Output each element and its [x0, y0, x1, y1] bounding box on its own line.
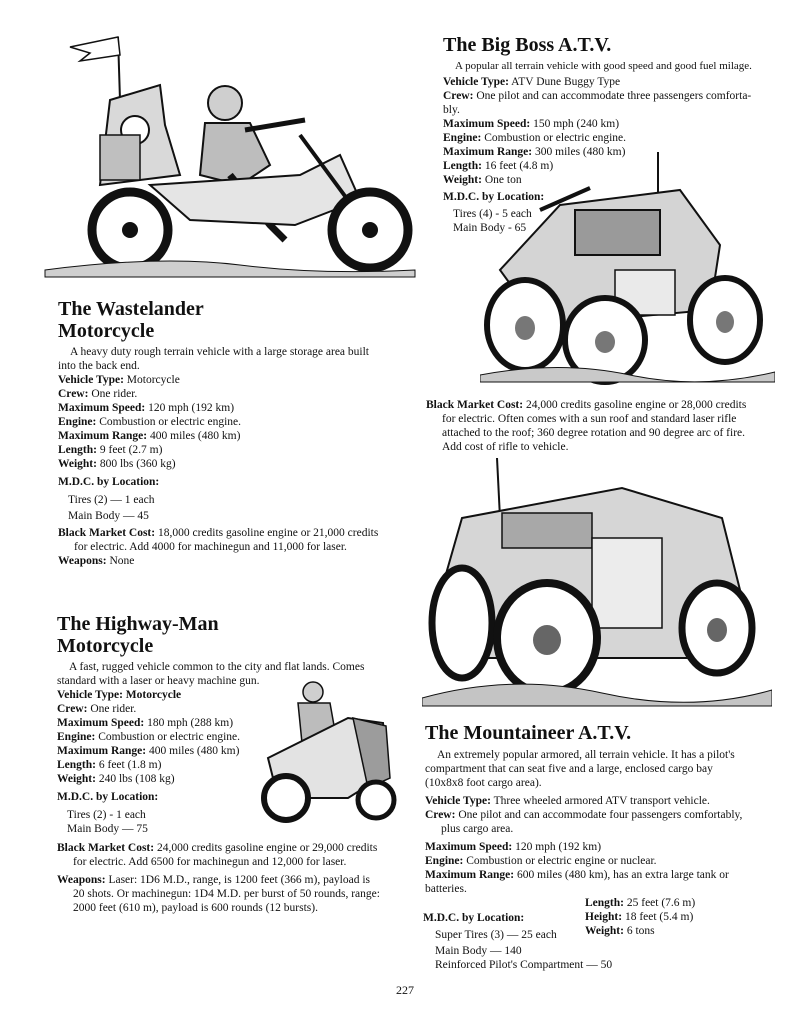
weight-label: Weight: — [57, 773, 96, 785]
length-label: Length: — [58, 444, 97, 456]
black-market-line3: attached to the roof; 360 degree rotation and 90 degree arc of fire. — [442, 427, 746, 439]
engine-value: Combustion or electric engine. — [484, 132, 627, 144]
length-value: 6 feet (1.8 m) — [98, 759, 162, 771]
black-market-line1: 18,000 credits gasoline engine or 21,000 credits — [157, 527, 379, 539]
mdc-tires: Tires (2) — 1 each — [68, 494, 155, 506]
highway-man-motorcycle-illustration — [258, 678, 398, 828]
highway-man-intro: A fast, rugged vehicle common to the city and flat lands. Comes — [69, 661, 365, 673]
weight-label: Weight: — [443, 174, 482, 186]
engine-value: Combustion or electric engine. — [99, 416, 242, 428]
weapons-label: Weapons: — [58, 555, 107, 567]
engine-label: Engine: — [58, 416, 97, 428]
weapons-line3: 2000 feet (610 m), payload is 600 rounds (12 bursts). — [73, 902, 318, 914]
wastelander-intro: A heavy duty rough terrain vehicle with a large storage area built — [70, 346, 369, 358]
engine-value: Combustion or electric engine. — [98, 731, 241, 743]
mountaineer-intro: An extremely popular armored, all terrain vehicle. It has a pilot's — [437, 749, 735, 761]
length-value: 16 feet (4.8 m) — [484, 160, 554, 172]
vehicle-type-value: Three wheeled armored ATV transport vehicle. — [493, 795, 710, 807]
black-market-line1: 24,000 credits gasoline engine or 28,000 credits — [525, 399, 747, 411]
highway-man-title: The Highway-Man — [57, 613, 219, 635]
highway-man-costs — [57, 841, 397, 915]
black-market-line4: Add cost of rifle to vehicle. — [442, 441, 569, 453]
max-speed-value: 120 mph (192 km) — [515, 841, 602, 853]
big-boss-title: The Big Boss A.T.V. — [443, 34, 612, 56]
black-market-label: Black Market Cost: — [426, 399, 524, 411]
crew-value-cont: plus cargo area. — [441, 823, 514, 835]
mdc-label: M.D.C. by Location: — [423, 912, 525, 924]
mdc-label: M.D.C. by Location: — [443, 191, 545, 203]
black-market-line2: for electric. Often comes with a sun roof and standard laser rifle — [442, 413, 737, 425]
mdc-tires: Super Tires (3) — 25 each — [435, 929, 557, 941]
mdc-label: M.D.C. by Location: — [58, 476, 160, 488]
crew-value: One pilot and can accommodate three passengers comforta- — [476, 90, 752, 102]
length-value: 25 feet (7.6 m) — [626, 897, 696, 909]
weight-label: Weight: — [58, 458, 97, 470]
mdc-main-body: Main Body - 65 — [453, 222, 527, 234]
length-value: 9 feet (2.7 m) — [99, 444, 163, 456]
crew-value: One pilot and can accommodate four passengers comfortably, — [458, 809, 743, 821]
length-label: Length: — [57, 759, 96, 771]
crew-label: Crew: — [57, 703, 88, 715]
height-value: 18 feet (5.4 m) — [624, 911, 694, 923]
max-range-label: Maximum Range: — [425, 869, 515, 881]
mdc-tires: Tires (4) - 5 each — [453, 208, 532, 220]
vehicle-type-value: ATV Dune Buggy Type — [511, 76, 621, 88]
max-range-value: 400 miles (480 km) — [149, 745, 240, 757]
length-label: Length: — [585, 897, 624, 909]
weight-value: 240 lbs (108 kg) — [98, 773, 175, 785]
max-speed-value: 180 mph (288 km) — [147, 717, 234, 729]
max-range-value: 400 miles (480 km) — [150, 430, 241, 442]
page-number: 227 — [396, 983, 414, 997]
mdc-label: M.D.C. by Location: — [57, 791, 159, 803]
max-range-label: Maximum Range: — [58, 430, 148, 442]
crew-label: Crew: — [443, 90, 474, 102]
max-range-value: 600 miles (480 km), has an extra large tank or — [517, 869, 729, 881]
engine-label: Engine: — [443, 132, 482, 144]
weight-label: Weight: — [585, 925, 624, 937]
black-market-label: Black Market Cost: — [58, 527, 156, 539]
black-market-line2: for electric. Add 4000 for machinegun and 11,000 for laser. — [74, 541, 347, 553]
mountaineer-mdc — [423, 911, 623, 972]
black-market-line1: 24,000 credits gasoline engine or 29,000 credits — [156, 842, 378, 854]
wastelander-title: The Wastelander — [58, 298, 204, 320]
highway-man-intro-cont: standard with a laser or heavy machine gun. — [57, 675, 260, 687]
wastelander-title-line2: Motorcycle — [58, 320, 155, 342]
max-speed-value: 120 mph (192 km) — [148, 402, 235, 414]
big-boss-intro: A popular all terrain vehicle with good speed and good fuel milage. — [455, 60, 752, 72]
weapons-value: None — [109, 555, 135, 567]
wastelander-section — [58, 298, 393, 568]
max-range-label: Maximum Range: — [443, 146, 533, 158]
height-label: Height: — [585, 911, 623, 923]
mdc-main-body: Main Body — 75 — [67, 823, 148, 835]
black-market-label: Black Market Cost: — [57, 842, 155, 854]
big-boss-atv-illustration — [480, 150, 775, 385]
mdc-main-body: Main Body — 140 — [435, 945, 522, 957]
weight-value: 6 tons — [626, 925, 655, 937]
vehicle-type-label: Vehicle Type: — [58, 374, 124, 386]
max-speed-label: Maximum Speed: — [57, 717, 145, 729]
max-range-value-cont: batteries. — [425, 883, 467, 895]
crew-label: Crew: — [58, 388, 89, 400]
crew-label: Crew: — [425, 809, 456, 821]
max-range-value: 300 miles (480 km) — [535, 146, 626, 158]
weapons-line1: Laser: 1D6 M.D., range, is 1200 feet (366 m), payload is — [108, 874, 371, 886]
wastelander-intro-cont: into the back end. — [58, 360, 140, 372]
vehicle-type-label: Vehicle Type: — [443, 76, 509, 88]
max-range-label: Maximum Range: — [57, 745, 147, 757]
weight-value: One ton — [484, 174, 522, 186]
big-boss-black-market — [426, 398, 771, 454]
weapons-label: Weapons: — [57, 874, 106, 886]
mdc-tires: Tires (2) - 1 each — [67, 809, 146, 821]
engine-label: Engine: — [425, 855, 464, 867]
max-speed-label: Maximum Speed: — [58, 402, 146, 414]
length-label: Length: — [443, 160, 482, 172]
max-speed-label: Maximum Speed: — [443, 118, 531, 130]
vehicle-type-label: Vehicle Type: — [425, 795, 491, 807]
crew-value-cont: bly. — [443, 104, 460, 116]
crew-value: One rider. — [90, 703, 137, 715]
max-speed-label: Maximum Speed: — [425, 841, 513, 853]
crew-value: One rider. — [91, 388, 138, 400]
weapons-line2: 20 shots. Or machinegun: 1D4 M.D. per burst of 50 rounds, range: — [73, 888, 380, 900]
vehicle-type-label: Vehicle Type: — [57, 689, 123, 701]
max-speed-value: 150 mph (240 km) — [533, 118, 620, 130]
mountaineer-atv-illustration — [422, 458, 772, 708]
black-market-line2: for electric. Add 6500 for machinegun and 12,000 for laser. — [73, 856, 347, 868]
weight-value: 800 lbs (360 kg) — [99, 458, 176, 470]
mdc-main-body: Main Body — 45 — [68, 510, 149, 522]
mountaineer-intro-cont2: (10x8x8 foot cargo area). — [425, 777, 542, 789]
wastelander-motorcycle-illustration — [40, 25, 420, 280]
vehicle-type-value: Motorcycle — [126, 374, 180, 386]
mdc-pilot-compartment: Reinforced Pilot's Compartment — 50 — [435, 959, 613, 971]
mountaineer-title: The Mountaineer A.T.V. — [425, 722, 632, 744]
engine-value: Combustion or electric engine or nuclear. — [466, 855, 657, 867]
engine-label: Engine: — [57, 731, 96, 743]
mountaineer-section — [425, 722, 760, 896]
vehicle-type-value: Motorcycle — [125, 689, 182, 701]
mountaineer-intro-cont: compartment that can seat five and a large, enclosed cargo bay — [425, 763, 713, 775]
highway-man-title-line2: Motorcycle — [57, 635, 154, 657]
